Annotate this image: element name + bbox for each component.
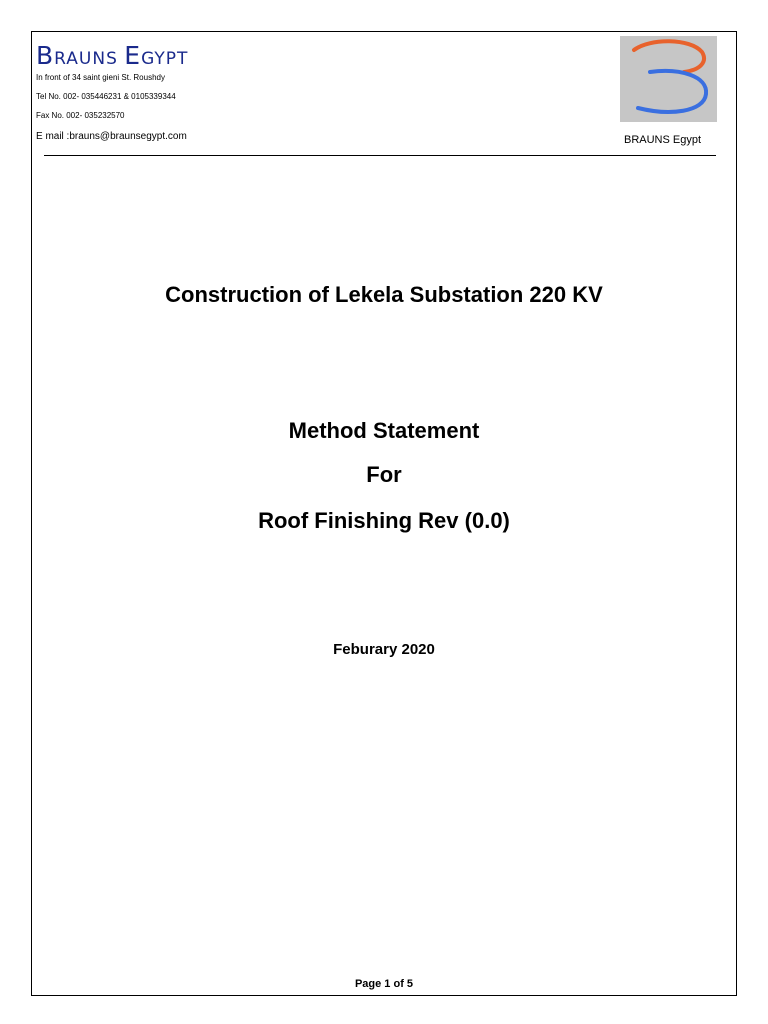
- page-number: Page 1 of 5: [354, 978, 414, 990]
- document-type: Method Statement: [288, 418, 480, 443]
- company-name: BRAUNS EGYPT: [36, 41, 189, 70]
- document-for: For: [366, 462, 402, 487]
- logo-caption: BRAUNS Egypt: [624, 134, 702, 146]
- company-tel: Tel No. 002- 035446231 & 0105339344: [36, 92, 176, 101]
- company-logo: [620, 36, 717, 122]
- logo-mark-icon: [620, 36, 717, 122]
- company-fax: Fax No. 002- 035232570: [36, 111, 125, 120]
- project-title: Construction of Lekela Substation 220 KV: [165, 282, 603, 307]
- header-divider: [44, 155, 716, 156]
- document-subject: Roof Finishing Rev (0.0): [258, 508, 510, 533]
- document-date: Feburary 2020: [333, 641, 435, 658]
- company-address: In front of 34 saint gieni St. Roushdy: [36, 73, 165, 82]
- company-email: E mail :brauns@braunsegypt.com: [36, 131, 187, 142]
